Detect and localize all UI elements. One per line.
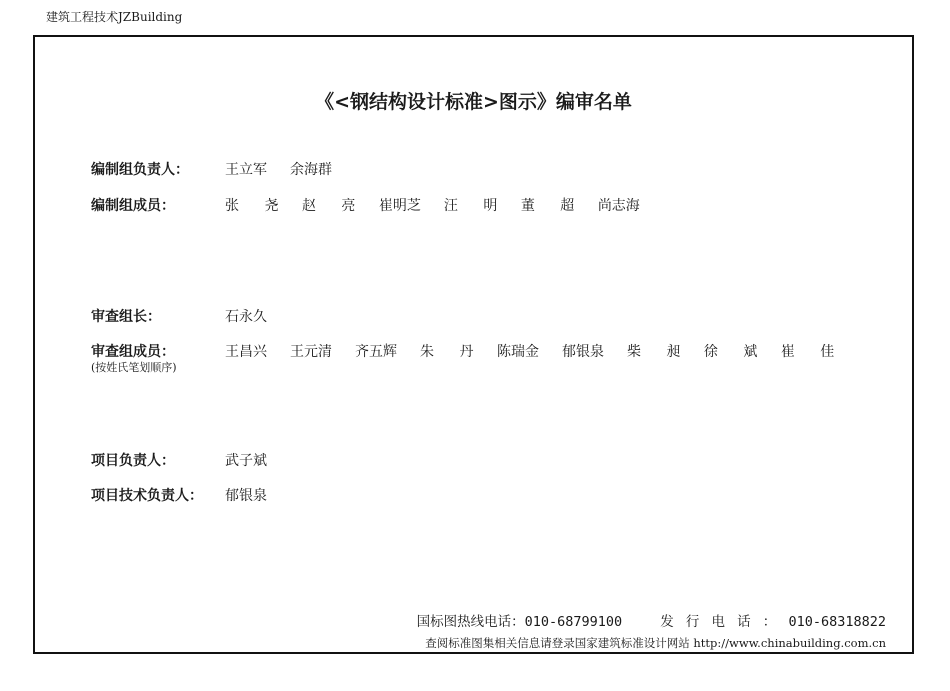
website-note: 查阅标准图集相关信息请登录国家建筑标准设计网站 http://www.chinabuilding.com.cn bbox=[425, 636, 886, 650]
person-name: 张 尧 bbox=[225, 198, 289, 214]
hotline-label: 国标图热线电话： bbox=[416, 614, 525, 630]
project-tech-leader-names bbox=[225, 485, 290, 505]
person-name: 石永久 bbox=[225, 309, 267, 325]
person-name: 赵 亮 bbox=[301, 198, 366, 214]
review-members-note: (按姓氏笔划顺序) bbox=[91, 361, 177, 374]
source-watermark: 建筑工程技术JZBuilding bbox=[46, 10, 183, 24]
project-leader-names bbox=[225, 450, 290, 470]
document-frame bbox=[33, 35, 914, 654]
project-tech-leader-label: 项目技术负责人： bbox=[91, 488, 203, 504]
compile-members-label: 编制组成员： bbox=[91, 198, 175, 214]
person-name: 王立军 bbox=[225, 162, 267, 178]
person-name: 崔 佳 bbox=[780, 344, 845, 360]
person-name: 柴 昶 bbox=[626, 344, 691, 360]
compile-members-names bbox=[225, 195, 663, 215]
review-members-names bbox=[225, 341, 858, 361]
person-name: 王元清 bbox=[290, 344, 332, 360]
review-leader-label: 审查组长： bbox=[91, 309, 161, 325]
review-members-label: 审查组成员： bbox=[91, 344, 175, 360]
compile-leader-names bbox=[225, 159, 355, 179]
project-leader-label: 项目负责人： bbox=[91, 453, 175, 469]
person-name: 徐 斌 bbox=[703, 344, 768, 360]
person-name: 武子斌 bbox=[225, 453, 267, 469]
person-name: 余海群 bbox=[290, 162, 332, 178]
person-name: 崔明芝 bbox=[378, 198, 421, 214]
person-name: 郁银泉 bbox=[561, 344, 604, 360]
person-name: 朱 丹 bbox=[420, 344, 484, 360]
person-name: 尚志海 bbox=[597, 198, 640, 214]
issue-label: 发行电话： bbox=[660, 614, 789, 630]
document-title: 《<钢结构设计标准>图示》编审名单 bbox=[315, 91, 632, 113]
review-leader-names bbox=[225, 306, 290, 326]
person-name: 汪 明 bbox=[443, 198, 508, 214]
person-name: 王昌兴 bbox=[225, 344, 267, 360]
person-name: 齐五辉 bbox=[355, 344, 397, 360]
hotline-number: 010-68799100 bbox=[524, 614, 623, 630]
person-name: 郁银泉 bbox=[225, 488, 267, 504]
person-name: 陈瑞金 bbox=[496, 344, 539, 360]
person-name: 董 超 bbox=[520, 198, 585, 214]
compile-leader-label: 编制组负责人： bbox=[91, 162, 189, 178]
footer-phones bbox=[417, 610, 886, 630]
issue-number: 010-68318822 bbox=[788, 614, 886, 630]
